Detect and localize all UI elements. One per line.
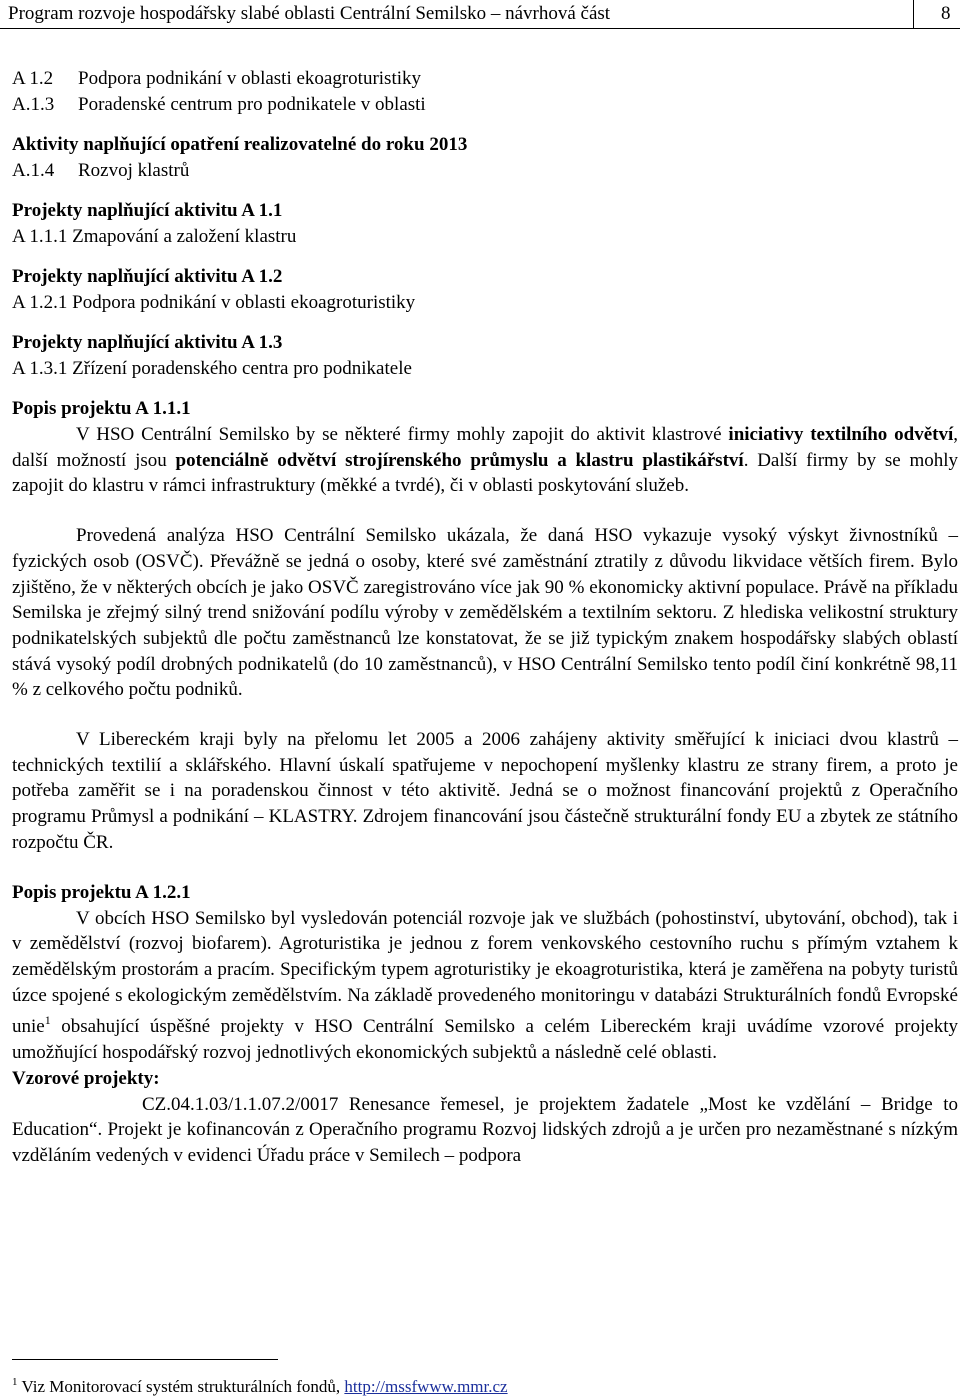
toc-label: Poradenské centrum pro podnikatele v oblasti (78, 94, 426, 115)
emphasis: iniciativy textilního odvětví (728, 424, 954, 445)
toc-item (12, 92, 958, 118)
paragraph: V obcích HSO Semilsko byl vysledován potenciál rozvoje jak ve službách (pohostinství, ubytování, obchod), tak i v zemědělství (rozvoj biofarem). Agroturistika je jednou z forem venkovského cestovního ruchu s přímým vztahem k zemědělským prostorám a pracím. Specifickým typem agroturistiky je ekoagroturistika, která je zaměřena na pobyty turistů úzce spojené s ekologickým zemědělstvím. Na základě provedeného monitoringu v databázi Strukturálních fondů Evropské unie$^1$ obsahující úspěšné projekty v HSO Centrální Semilsko a celém Libereckém kraji uvádíme vzorové projekty umožňující hospodářský rozvoj jednotlivých ekonomických subjektů a následně celé oblasti. (12, 907, 958, 1064)
toc-code: A.1.3 (12, 94, 55, 115)
section-heading: Popis projektu A 1.2.1 (12, 881, 191, 903)
projects-heading: Projekty naplňující aktivitu A 1.3 (12, 332, 283, 353)
footnote-ref[interactable]: 1 (44, 1013, 51, 1028)
section-heading: Popis projektu A 1.1.1 (12, 398, 191, 419)
header-divider (913, 0, 914, 28)
page-header (0, 0, 960, 29)
footnote-divider (12, 1359, 278, 1360)
activity-code: A.1.4 (12, 160, 55, 181)
paragraph: V Libereckém kraji byly na přelomu let 2005 a 2006 zahájeny aktivity směřující k iniciaci dvou klastrů – technických textilií a sklářského. Hlavní úskalí spatřujeme v nepochopení myšlenky klastru ze strany firem, a proto je potřeba zaměřit se i na poradenskou činnost v této aktivitě. Jedná se o možnost financování projektů z Operačního programu Průmysl a podnikání – KLASTRY. Zdrojem financování jsou částečně strukturální fondy EU a zbytek ze státního rozpočtu ČR. (12, 729, 958, 853)
toc-item (12, 66, 958, 92)
project-item: A 1.3.1 Zřízení poradenského centra pro podnikatele (12, 358, 412, 379)
page-content (12, 66, 958, 1169)
paragraph: V HSO Centrální Semilsko by se některé firmy mohly zapojit do aktivit klastrové iniciativy textilního odvětví, další možností jsou potenciálně odvětví strojírenského průmyslu a klastru plastikářství. Další firmy by se mohly zapojit do klastru v rámci infrastruktury (měkké a tvrdé), či v oblasti poskytování služeb. (12, 424, 959, 497)
activities-heading: Aktivity naplňující opatření realizovatelné do roku 2013 (12, 134, 468, 155)
emphasis: potenciálně odvětví strojírenského průmyslu a klastru plastikářství (175, 449, 744, 471)
footnote: $^1$ Viz Monitorovací systém strukturálních fondů, http://mssfwww.mmr.cz (12, 1376, 508, 1396)
vzorove-heading: Vzorové projekty: (12, 1067, 160, 1089)
paragraph: Provedená analýza HSO Centrální Semilsko ukázala, že daná HSO vykazuje vysoký výskyt živnostníků – fyzických osob (OSVČ). Převážně se jedná o osoby, které své zaměstnání ztratily z důvodu likvidace větších firem. Bylo zjištěno, že v některých obcích je jako OSVČ zaregistrováno více jak 90 % ekonomicky aktivní populace. Právě na příkladu Semilska je zřejmý silný trend snižování podílu výroby v zemědělském a textilním sektoru. Z hlediska velikostní struktury podnikatelských subjektů dle počtu zaměstnanců lze konstatovat, že se již typickým znakem hospodářsky slabých oblastí stává vysoký podíl drobných podnikatelů (do 10 zaměstnanců), v HSO Centrální Semilsko tento podíl činí konkrétně 98,11 % z celkového počtu podniků. (12, 525, 958, 701)
footnote-mark: 1 (12, 1376, 18, 1388)
projects-heading: Projekty naplňující aktivitu A 1.2 (12, 266, 283, 287)
projects-heading: Projekty naplňující aktivitu A 1.1 (12, 200, 283, 221)
page-number: 8 (941, 3, 951, 24)
header-title: Program rozvoje hospodářsky slabé oblasti Centrální Semilsko – návrhová část (8, 3, 611, 24)
paragraph: CZ.04.1.03/1.1.07.2/0017 Renesance řemesel, je projektem žadatele „Most ke vzdělání – Bridge to Education“. Projekt je kofinancován z Operačního programu Rozvoj lidských zdrojů a je určen pro nezaměstnané s nízkým vzděláním vedených v evidenci Úřadu práce v Semilech – podpora (12, 1093, 958, 1167)
activity-item (12, 158, 958, 184)
footnote-link[interactable]: http://mssfwww.mmr.cz (344, 1377, 508, 1396)
toc-code: A 1.2 (12, 68, 54, 89)
activity-label: Rozvoj klastrů (78, 160, 190, 181)
project-item: A 1.2.1 Podpora podnikání v oblasti ekoagroturistiky (12, 292, 416, 313)
toc-label: Podpora podnikání v oblasti ekoagroturistiky (78, 68, 422, 89)
project-item: A 1.1.1 Zmapování a založení klastru (12, 226, 297, 247)
